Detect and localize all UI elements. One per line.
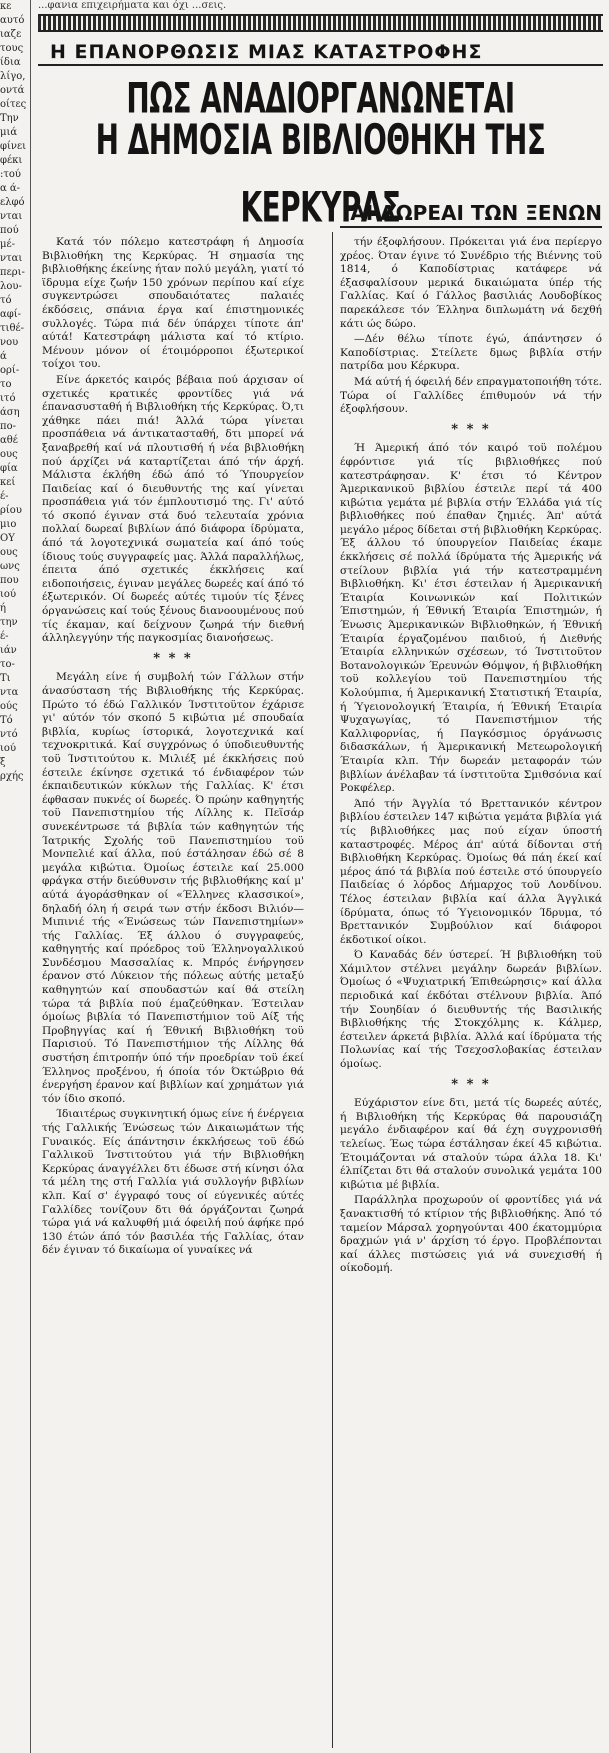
column-divider [332,232,333,1748]
prev-column-fragment: νου [0,337,19,348]
prev-column-fragment: ΟΥ [0,533,15,544]
paragraph: Παράλληλα προχωρούν οί φροντίδες γιά νά ξανακτισθή τό κτίριον τής βιβλιοθήκης. Άπό τό ταμείον Μάρσαλ χορηγούνται 400 έκατομμύρια δραχμών γιά ν' άρχίση τό έργο. Προβλέπονται καί άλλες πιστώσεις γιά νά συνεχισθή ή οίκοδομή. [340,1194,602,1275]
prev-column-fragment: αφί- [0,309,22,320]
paragraph: Μά αύτή ή όφειλή δέν επραγματοποιήθη τότε. Τώρα οί Γαλλίδες έπιθυμούν νά τήν έξοφλήσουν. [340,375,602,416]
prev-column-fragment: το- [0,659,15,670]
prev-column-fragment: ους [0,547,18,558]
prev-column-fragment: μέ- [0,239,16,250]
prev-column-fragment: που [0,575,19,586]
prev-column-fragment: οίτες [0,99,27,110]
previous-article-column-fragment [0,0,31,1753]
decorative-rule-band [38,14,603,32]
prev-column-fragment: ρχής [0,771,24,782]
prev-column-fragment: έ- [0,491,9,502]
prev-column-fragment: ιάν [0,645,17,656]
paragraph: Μεγάλη είνε ή συμβολή τών Γάλλων στήν άνασύσταση τής Βιβλιοθήκης τής Κερκύρας. Πρώτο τό έδώ Γαλλικόν Ίνστιτοϋτον έχάρισε γι' αύτόν τόν σκοπό 5 κιβώτια μέ σπουδαία βιβλία, κυρίως ίστορικά, λογοτεχνικά καί τεχνοκριτικά. Καί συγχρόνως ό ύποδιευθυντής τοϋ Ίνστιτούτου κ. Μιλιέξ μέ έκκλήσεις πού έστειλε έκίνησε σχετικά τό ένδιαφέρον τών έκπαιδευτικών κύκλων τής Γαλλίας. Κ' έτσι έφθασαν πυκνές οί δωρεές. Ό πρώην καθηγητής τοϋ Πανεπιστημίου τής Λίλλης κ. Πεϊσάρ συνεκέντρωσε τά βιβλία τών καθηγητών τής Ίατρικής Σχολής τοϋ Πανεπιστημίου τοϋ Μονπελιέ καί άλλα, πού έστάλησαν έδώ σέ 8 μεγάλα κιβώτια. Όμοίως έστειλε καί 25.000 φράγκα στήν διεύθυνσιν τής βιβλιοθήκης καί μ' αύτά άγοράσθηκαν οί «Έλληνες κλασσικοί», δηλαδή όλη ή σειρά των στήν έκδοσι Βιλιόν—Μιπινιέ τής «Ένώσεως τών Πανεπιστημίων» τής Γαλλίας. Έξ άλλου ό συγγραφεύς, καθηγητής καί πρόεδρος τοϋ Έλληνογαλλικού Συνδέσμου Μασσαλίας κ. Μπρός ένήργησεν έρανον στό Λύκειον τής πόλεως αύτής μεταξύ καθηγητών καί σπουδαστών καί θά στείλη τώρα τά βιβλία πού έμαζεύθηκαν. Έστειλαν όμοίως βιβλία τό Πανεπιστήμιον τοϋ Αίξ τής Προβηγγίας καί ή Έθνική Βιβλιοθήκη τοϋ Παρισιού. Τό Πανεπιστήμιον τής Λίλλης θά συστήση έπιτροπήν ύπό τήν προεδρίαν τοϋ έκεί Έλληνος προξένου, ή όποία τόν Όκτώβριο θά ένεργήση έρανον καί βιβλίων καί χρημάτων γιά τόν ίδιο σκοπό. [42,671,304,1105]
prev-column-fragment: α ά- [0,183,21,194]
section-separator: * * * [451,1076,491,1092]
prev-column-fragment: ιού [0,589,17,600]
prev-column-fragment: ωνς [0,561,20,572]
paragraph: —Δέν θέλω τίποτε έγώ, άπάντησεν ό Καποδίστριας. Στείλετε δμως βιβλία στήν πατρίδα μου Κέρκυρα. [340,333,602,373]
prev-column-fragment: έ- [0,631,9,642]
prev-column-fragment: μιά [0,127,18,138]
paragraph: Ό Καναδάς δέν ύστερεί. Ή βιβλιοθήκη τοϋ Χάμιλτον στέλνει μεγάλην δωρεάν βιβλίων. Όμοίως ό «Ψυχιατρική Έπιθεώρησις» καί άλλα περιοδικά καί έκδόται στέλνουν βιβλία. Άπό τήν Σουηδίαν ό διευθυντής τής Βασιλικής Βιβλιοθήκης τής Στοκχόλμης κ. Κάλμερ, έστειλεν άρκετά βιβλία. Άλλά καί ίδρύματα τής Πολωνίας καί τής Τσεχοσλοβακίας έστειλαν όμοίως. [340,949,602,1071]
prev-column-fragment: άση [0,407,20,418]
prev-column-fragment: ιού [0,743,17,754]
article-column-right [340,236,602,1746]
section-separator: * * * [451,421,491,437]
prev-column-fragment: φέκι [0,155,23,166]
prev-column-fragment: ντα [0,687,19,698]
section-separator: * * * [153,650,193,666]
top-cut-text: ...φανια επιχειρήματα και όχι ...σεις. [38,0,227,11]
prev-column-fragment: ορί- [0,365,20,376]
prev-column-fragment: νται [0,253,23,264]
prev-column-fragment: τιθέ- [0,323,25,334]
prev-column-fragment: τό [0,295,12,306]
prev-column-fragment: φία [0,463,18,474]
prev-column-fragment: Τό [0,715,13,726]
prev-column-fragment: νται [0,211,23,222]
prev-column-fragment: την [0,617,18,628]
prev-column-fragment: ιτό [0,393,16,404]
paragraph: Ίδιαιτέρως συγκινητική όμως είνε ή ένέργεια τής Γαλλικής Ένώσεως τών Δικαιωμάτων τής Γυναικός. Είς άπάντησιν έκκλήσεως τοϋ έδώ Γαλλικοϋ Ίνστιτούτου γιά τήν Βιβλιοθήκη Κερκύρας άναγγέλλει δτι έδωσε στή κίνησι όλα τά μέλη της στή Γαλλία γιά συλλογήν βιβλίων κλπ. Καί σ' έγγραφό τους οί εύγενικές αύτές Γαλλίδες τονίζουν δτι θά όργάζονται ζωηρά τώρα γιά νά καλυφθή μιά όφειλή πού άφήκε πρό 130 έτών άπό τόν βασιλέα τής Γαλλίας, όταν δέν έγιναν τό δικαίωμα οί γυναίκες νά [42,1108,304,1257]
prev-column-fragment: πού [0,225,19,236]
prev-column-fragment: ίδια [0,57,21,68]
prev-column-fragment: λου- [0,281,22,292]
prev-column-fragment: ντό [0,729,18,740]
prev-column-fragment: Την [0,113,19,124]
prev-column-fragment: οντά [0,85,25,96]
prev-column-fragment: κε [0,1,12,12]
prev-column-fragment: ους [0,449,18,460]
prev-column-fragment: πο- [0,421,16,432]
prev-column-fragment: ά [0,351,7,362]
prev-column-fragment: ελφό [0,197,25,208]
prev-column-fragment: το [0,379,12,390]
prev-column-fragment: περι- [0,267,25,278]
prev-column-fragment: :τού [0,169,22,180]
paragraph: Εύχάριστον είνε δτι, μετά τίς δωρεές αύτές, ή Βιβλιοθήκη τής Κερκύρας θά παρουσιάζη μεγάλο ένδιαφέρον καί θά έχη συγχρονισθή τελείως. Έως τώρα έστάλησαν έκεί 45 κιβώτια. Έτοιμάζονται νά σταλούν τώρα άλλα 18. Κι' έλπίζεται δτι θά σταλούν συνολικά γεμάτα 100 κιβώτια μέ βιβλία. [340,1097,602,1191]
prev-column-fragment: φίνει [0,141,27,152]
paragraph: τήν έξοφλήσουν. Πρόκειται γιά ένα περίεργο χρέος. Όταν έγινε τό Συνέδριο τής Βιέννης τοϋ 1814, ό Καποδίστριας κατάφερε νά έξασφαλίσουν μερικά δικαιώματα ύπέρ τής Γαλλίας. Καί ό Γάλλος βασιλιάς Λουδοβίκος παρεκάλεσε τόν Έλληνα διπλωμάτη νά δεχθή κάτι ώς δώρο. [340,236,602,330]
kicker: Η ΕΠΑΝΟΡΘΩΣΙΣ ΜΙΑΣ ΚΑΤΑΣΤΡΟΦΗΣ [38,38,603,66]
prev-column-fragment: κεί [0,477,16,488]
headline-line-1: ΠΩΣ ΑΝΑΔΙΟΡΓΑΝΩΝΕΤΑΙ [126,74,515,124]
prev-column-fragment: ιαζε [0,29,22,40]
article-column-left [42,236,304,1746]
paragraph: Ή Άμερική άπό τόν καιρό τοϋ πολέμου έφρόντισε γιά τίς βιβλιοθήκες πού κατεστράφησαν. Κ' έτσι τό Κέντρον Άμερικανικοϋ βιβλίου έστειλε περί τά 400 κιβώτια γεμάτα μέ βιβλία στήν Έλλάδα γιά τίς βιβλιοθήκες πού έπαθαν ζημιές. Άπ' αύτά μεγάλο μέρος δίδεται στή βιβλιοθήκη Κερκύρας. Έξ άλλου τό ύπουργείον Παιδείας έκαμε έκκλήσεις σέ πολλά ίδρύματα τής Άμερικής νά στείλουν βιβλία γιά τήν κατεστραμμένη Βιβλιοθήκη. Κι' έτσι έστειλαν ή Άμερικανική Έταιρία Κοινωνικών καί Πολιτικών Έπιστημών, ή Έθνική Έταιρία Έπιστημών, ή Ένωσις Άμερικανικών Βιβλιοθηκών, ή Έθνική Έταιρία έργαζομένου παιδιού, ή Διεθνής Έταιρία ελληνικών σχέσεων, τό Ίνστιτοϋτον Βοτανολογικών Έρευνών Θόμψον, ή βιβλιοθήκη τοϋ κολλεγίου τοϋ Πανεπιστημίου τής Κολούμπια, ή Άμερικανική Στατιστική Έταιρία, ή Ύγειονολογική Έταιρία, ή Έθνική Έταιρία Ψυχαγωγίας, τό Πανεπιστήμιον τής Καλλιφορνίας, ή Παγκόσμιος όργάνωσις διδασκάλων, ή Άμερικανική Μετεωρολογική Έταιρία κλπ. Τήν δωρεάν μεταφοράν τών βιβλίων άνέλαβαν τά ίνστιτοϋτα Σμιθσόνια καί Ροκφέλερ. [340,442,602,795]
prev-column-fragment: ούς [0,701,18,712]
subtitle: ΑΙ ΔΩΡΕΑΙ ΤΩΝ ΞΕΝΩΝ [340,200,602,228]
headline-line-2: Η ΔΗΜΟΣΙΑ ΒΙΒΛΙΟΘΗΚΗ ΤΗΣ ΚΕΡΚΥΡΑΣ [95,115,546,233]
prev-column-fragment: μιο [0,519,17,530]
prev-column-fragment: αθέ [0,435,18,446]
prev-column-fragment: αυτό [0,15,25,26]
prev-column-fragment: τους [0,43,24,54]
prev-column-fragment: Τι [0,673,11,684]
prev-column-fragment: λίγο, [0,71,26,82]
prev-column-fragment: ρίου [0,505,22,516]
prev-column-fragment: ξ [0,757,6,768]
paragraph: Κατά τόν πόλεμο κατεστράφη ή Δημοσία Βιβλιοθήκη της Κερκύρας. Ή σημασία της βιβλιοθήκης έκείνης ήταν πολύ μεγάλη, γιατί τό ϊδρυμα είχε ζωήν 150 χρόνων περίπου καί είχε συγκεντρώσει σπουδαιότατες παλαιές έκδόσεις, σπάνια έργα καί έπιστημονικές συλλογές. Τώρα πιά δέν ύπάρχει τίποτε άπ' αύτά! Κατεστράφη μάλιστα καί τό κτίριο. Μένουν μόνον οί έτοιμόρροποι έξωτερικοί τοίχοι του. [42,236,304,371]
prev-column-fragment: ή [0,603,6,614]
paragraph: Άπό τήν Άγγλία τό Βρεττανικόν κέντρον βιβλίου έστειλεν 147 κιβώτια γεμάτα βιβλία γιά τίς βιβλιοθήκες μας πού είχαν ύποστή καταστροφές. Μέρος άπ' αύτά δίδονται στή Βιβλιοθήκη Κερκύρας. Όμοίως θά πάη έκεί καί μέρος άπό τά βιβλία πού έστειλε στό ύπουργείο Παιδείας ό λόρδος Δήμαρχος τοϋ Λονδίνου. Τέλος έστειλαν βιβλία καί άλλα Άγγλικά ίδρύματα, όπως τό Ύγειονομικόν Ίδρυμα, τό Βρεττανικόν Συμβούλιον καί διάφοροι έκδοτικοί οίκοι. [340,797,602,946]
paragraph: Είνε άρκετός καιρός βέβαια πού άρχισαν οί σχετικές κρατικές φροντίδες γιά νά έπανασυσταθή ή Βιβλιοθήκη τής Κερκύρας. Ό,τι χάθηκε πάει πιά! Άλλά τώρα γίνεται προσπάθεια νά άντικατασταθή, δτι μπορεί νά ξαναβρεθή καί νά πλουτισθή ή νέα βιβλιοθήκη πού άρχίζει νά καταρτίζεται άπό τήν άρχή. Μάλιστα έκλήθη έδώ άπό τό Ύπουργείον Παιδείας καί ό διευθυντής της καί γίνεται προσπάθεια γιά τόν έμπλουτισμό της. Γι' αύτό τό σκοπό έγιναν στά δυό τελευταία χρόνια πολλαί δωρεαί βιβλίων άπό διάφορα ίδρύματα, άπό τά λογοτεχνικά σωματεία καί άπό τούς ίδιους τούς συγγραφείς μας. Άλλά παραλλήλως, έπειτα άπό σχετικές έκκλήσεις καί ειδοποιήσεις, έγιναν μεγάλες δωρεές καί άπό τό έξωτερικόν. Οί δωρεές αύτές τιμούν τίς ξένες όργανώσεις καί τούς ξένους διανοουμένους πού τίς έκαμαν, καί δείχνουν ζωηρά τήν διεθνή άλληλεγγύην τής παγκοσμίας διανοήσεως. [42,373,304,645]
